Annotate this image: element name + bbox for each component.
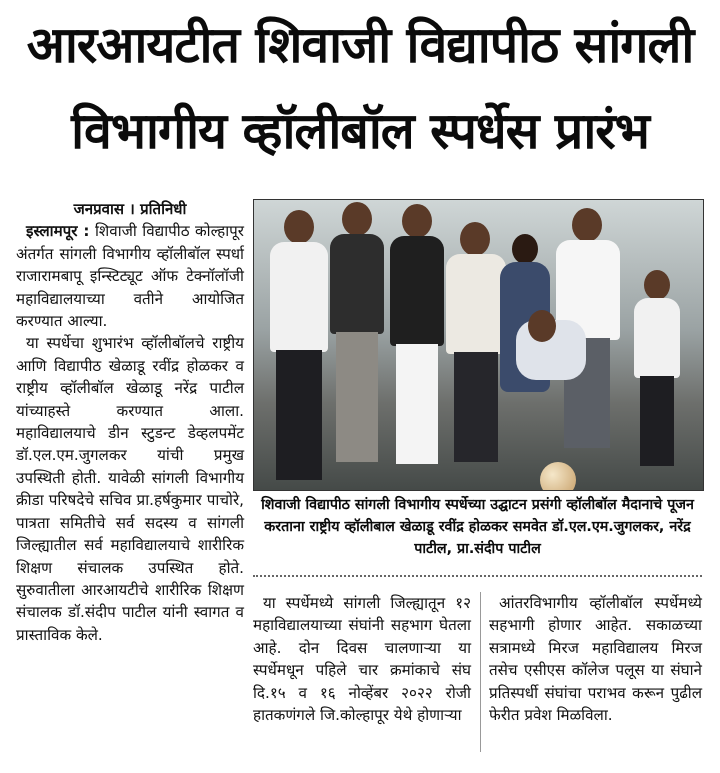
article-column-middle xyxy=(253,592,471,726)
article-paragraph-3: या स्पर्धेमध्ये सांगली जिल्ह्यातून १२ महाविद्यालयाच्या संघांनी सहभाग घेतला आहे. दोन दिवस चालणाऱ्या या स्पर्धेमधून पहिले चार क्रमांकाचे संघ दि.१५ व १६ नोव्हेंबर २०२२ रोजी हातकणंगले जि.कोल्हापूर येथे होणाऱ्या xyxy=(253,594,471,725)
article-column-left xyxy=(16,198,244,646)
column-divider xyxy=(480,592,481,752)
article-column-right xyxy=(489,592,702,726)
dateline: इस्लामपूर : xyxy=(26,222,90,241)
news-photo xyxy=(253,199,704,491)
paragraph-1-text: शिवाजी विद्यापीठ कोल्हापूर अंतर्गत सांगली विभागीय व्हॉलीबॉल स्पर्धा राजारामबापू इन्स्टिट्यूट ऑफ टेक्नॉलॉजी महाविद्यालयाच्या वतीने आयोजित करण्यात आल्या. xyxy=(16,222,244,331)
article-paragraph-2: या स्पर्धेचा शुभारंभ व्हॉलीबॉलचे राष्ट्रीय आणि विद्यापीठ खेळाडू रवींद्र होळकर व राष्ट्रीय व्हॉलीबॉल खेळाडू नरेंद्र पाटील यांच्याहस्ते करण्यात आला. महाविद्यालयाचे डीन स्टुडन्ट डेव्हलपमेंट डॉ.एल.एम.जुगलकर यांची प्रमुख उपस्थिती होती. यावेळी सांगली विभागीय क्रीडा परिषदेचे सचिव प्रा.हर्षकुमार पाचोरे, पात्रता समितीचे सर्व सदस्य व सांगली जिल्ह्यातील सर्व महाविद्यालयाचे शारीरिक शिक्षण संचालक उपस्थित होते. सुरुवातीला आरआयटीचे शारीरिक शिक्षण संचालक डॉ.संदीप पाटील यांनी स्वागत व प्रास्ताविक केले. xyxy=(16,334,244,644)
article-paragraph-4: आंतरविभागीय व्हॉलीबॉल स्पर्धेमध्ये सहभागी होणार आहेत. सकाळच्या सत्रामध्ये मिरज महाविद्यालय मिरज तसेच एसीएस कॉलेज पलूस या संघाने प्रतिस्पर्धी संघांचा पराभव करून पुढील फेरीत प्रवेश मिळविला. xyxy=(489,594,702,725)
headline-line-1: आरआयटीत शिवाजी विद्यापीठ सांगली xyxy=(26,16,694,74)
caption-divider xyxy=(253,575,702,577)
article-paragraph-1 xyxy=(16,220,244,332)
photo-caption: शिवाजी विद्यापीठ सांगली विभागीय स्पर्धेच्या उद्घाटन प्रसंगी व्हॉलीबॉल मैदानाचे पूजन करताना राष्ट्रीय व्हॉलीबाल खेळाडू रवींद्र होळकर समवेत डॉ.एल.एम.जुगलकर, नरेंद्र पाटील, प्रा.संदीप पाटील xyxy=(261,497,694,557)
volleyball xyxy=(540,462,576,491)
byline: जनप्रवास । प्रतिनिधी xyxy=(73,200,187,218)
headline-line-2: विभागीय व्हॉलीबॉल स्पर्धेस प्रारंभ xyxy=(71,102,649,160)
